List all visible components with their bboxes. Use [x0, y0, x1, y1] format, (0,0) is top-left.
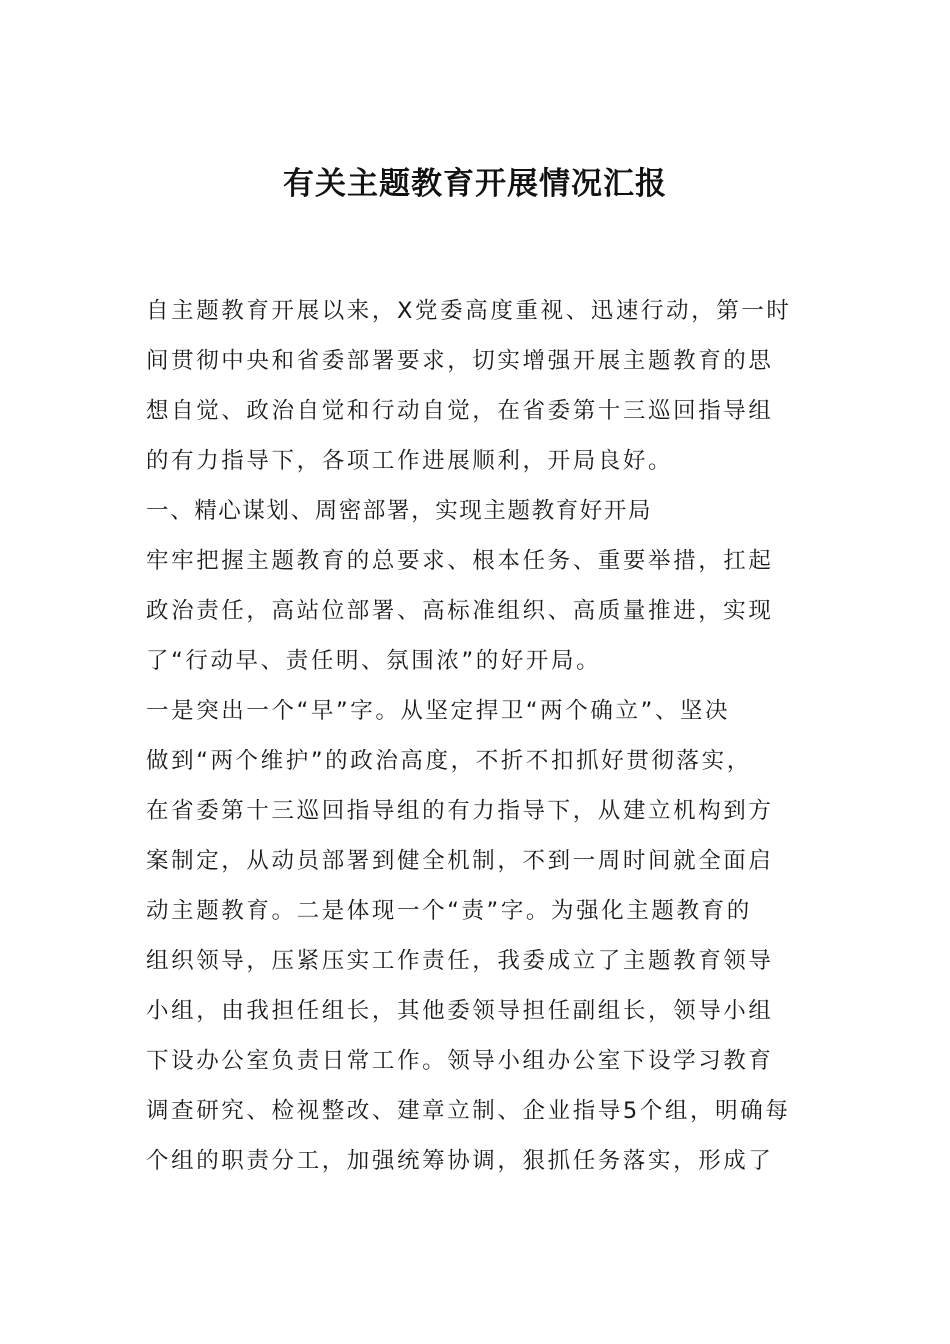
body-line: 间贯彻中央和省委部署要求，切实增强开展主题教育的思 — [146, 348, 774, 374]
body-line: 个组的职责分工，加强统筹协调，狠抓任务落实，形成了 — [146, 1148, 774, 1174]
body-line: 动主题教育。二是体现一个“责”字。为强化主题教育的 — [146, 898, 752, 924]
body-line: 想自觉、政治自觉和行动自觉，在省委第十三巡回指导组 — [146, 398, 774, 424]
document-title: 有关主题教育开展情况汇报 — [283, 166, 667, 202]
body-line: 案制定，从动员部署到健全机制，不到一周时间就全面启 — [146, 848, 774, 874]
section-heading: 一、精心谋划、周密部署，实现主题教育好开局 — [146, 498, 653, 524]
body-line: 调查研究、检视整改、建章立制、企业指导5个组，明确每 — [146, 1098, 791, 1124]
document-body — [146, 286, 806, 1186]
body-line: 下设办公室负责日常工作。领导小组办公室下设学习教育 — [146, 1048, 774, 1074]
body-line: 小组，由我担任组长，其他委领导担任副组长，领导小组 — [146, 998, 774, 1024]
body-line: 自主题教育开展以来，X党委高度重视、迅速行动，第一时 — [146, 298, 792, 324]
body-line: 在省委第十三巡回指导组的有力指导下，从建立机构到方 — [146, 798, 774, 824]
body-line: 牢牢把握主题教育的总要求、根本任务、重要举措，扛起 — [146, 548, 774, 574]
body-line: 一是突出一个“早”字。从坚定捍卫“两个确立”、坚决 — [146, 698, 731, 724]
body-line: 的有力指导下，各项工作进展顺利，开局良好。 — [146, 448, 674, 474]
body-line: 做到“两个维护”的政治高度，不折不扣抓好贯彻落实， — [146, 748, 752, 774]
body-line: 了“行动早、责任明、氛围浓”的好开局。 — [146, 648, 602, 674]
body-line: 组织领导，压紧压实工作责任，我委成立了主题教育领导 — [146, 948, 774, 974]
body-line: 政治责任，高站位部署、高标准组织、高质量推进，实现 — [146, 598, 774, 624]
